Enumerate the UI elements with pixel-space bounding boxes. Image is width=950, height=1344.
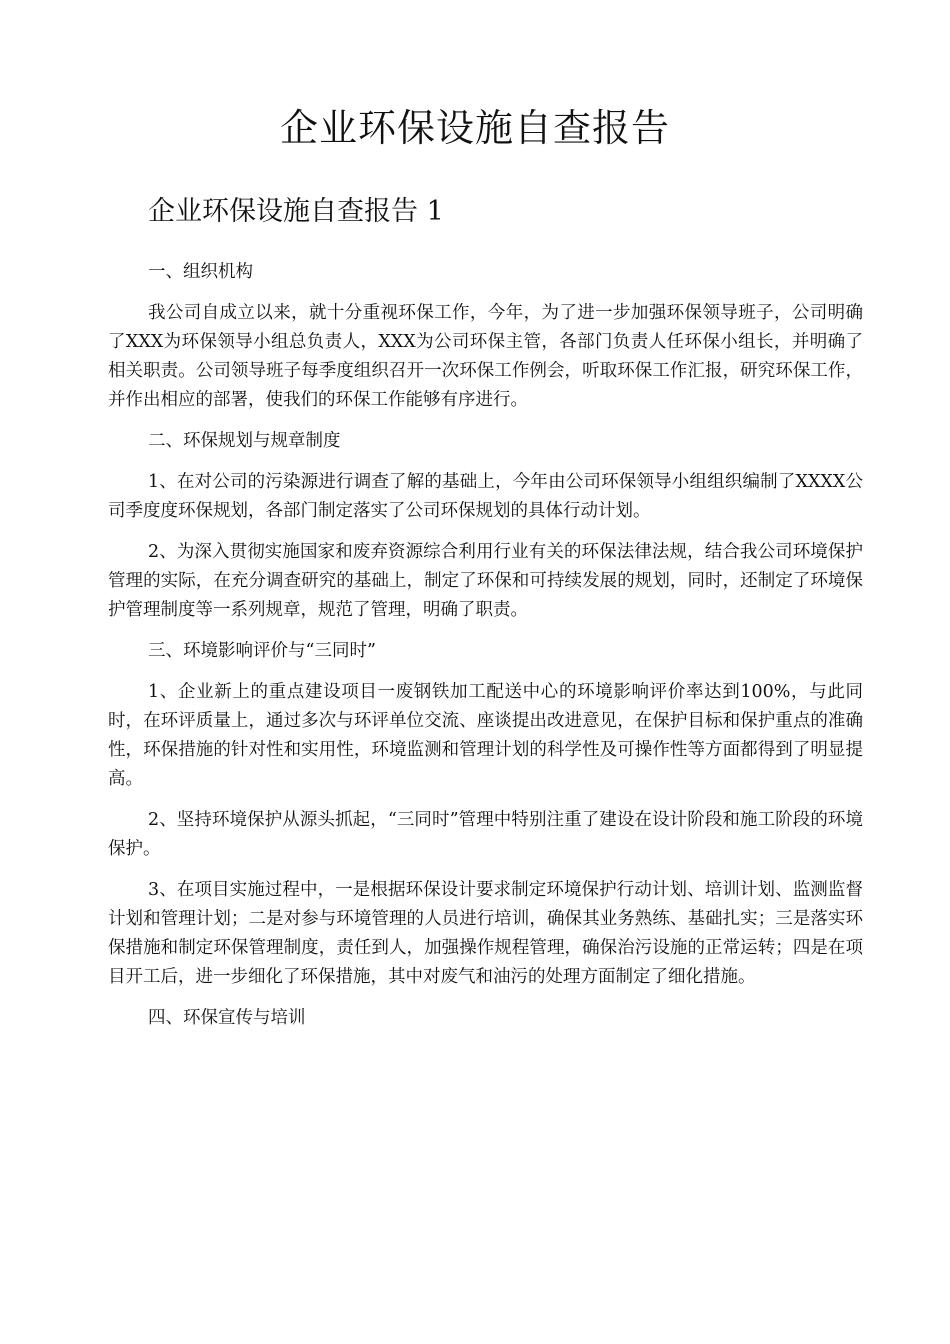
document-body (108, 258, 863, 1045)
heading-eia-three-simultaneous: 三、环境影响评价与“三同时” (148, 641, 376, 661)
paragraph-organization: 我公司自成立以来，就十分重视环保工作，今年，为了进一步加强环保领导班子，公司明确了XXX为环保领导小组总负责人，XXX为公司环保主管，各部门负责人任环保小组长，并明确了相关职责。公司领导班子每季度组织召开一次环保工作例会，听取环保工作汇报，研究环保工作，并作出相应的部署，使我们的环保工作能够有序进行。 (108, 303, 863, 410)
paragraph-planning-1: 1、在对公司的污染源进行调查了解的基础上，今年由公司环保领导小组组织编制了XXXX公司季度度环保规划，各部门制定落实了公司环保规划的具体行动计划。 (108, 472, 863, 521)
heading-organization: 一、组织机构 (148, 262, 253, 282)
heading-planning-rules: 二、环保规划与规章制度 (148, 431, 341, 451)
paragraph-eia-1: 1、企业新上的重点建设项目一废钢铁加工配送中心的环境影响评价率达到100%，与此同时，在环评质量上，通过多次与环评单位交流、座谈提出改进意见，在保护目标和保护重点的准确性，环保措施的针对性和实用性，环境监测和管理计划的科学性及可操作性等方面都得到了明显提高。 (108, 682, 863, 789)
paragraph-planning-2: 2、为深入贯彻实施国家和废弃资源综合利用行业有关的环保法律法规，结合我公司环境保护管理的实际，在充分调查研究的基础上，制定了环保和可持续发展的规划，同时，还制定了环境保护管理制度等一系列规章，规范了管理，明确了职责。 (108, 542, 863, 620)
paragraph-eia-2: 2、坚持环境保护从源头抓起，“三同时”管理中特别注重了建设在设计阶段和施工阶段的环境保护。 (108, 810, 863, 859)
document-title: 企业环保设施自查报告 (279, 106, 670, 150)
heading-publicity-training: 四、环保宣传与培训 (148, 1008, 306, 1028)
section-title: 企业环保设施自查报告 1 (148, 196, 444, 227)
paragraph-eia-3: 3、在项目实施过程中，一是根据环保设计要求制定环境保护行动计划、培训计划、监测监督计划和管理计划；二是对参与环境管理的人员进行培训，确保其业务熟练、基础扎实；三是落实环保措施和制定环保管理制度，责任到人，加强操作规程管理，确保治污设施的正常运转；四是在项目开工后，进一步细化了环保措施，其中对废气和油污的处理方面制定了细化措施。 (108, 880, 863, 987)
